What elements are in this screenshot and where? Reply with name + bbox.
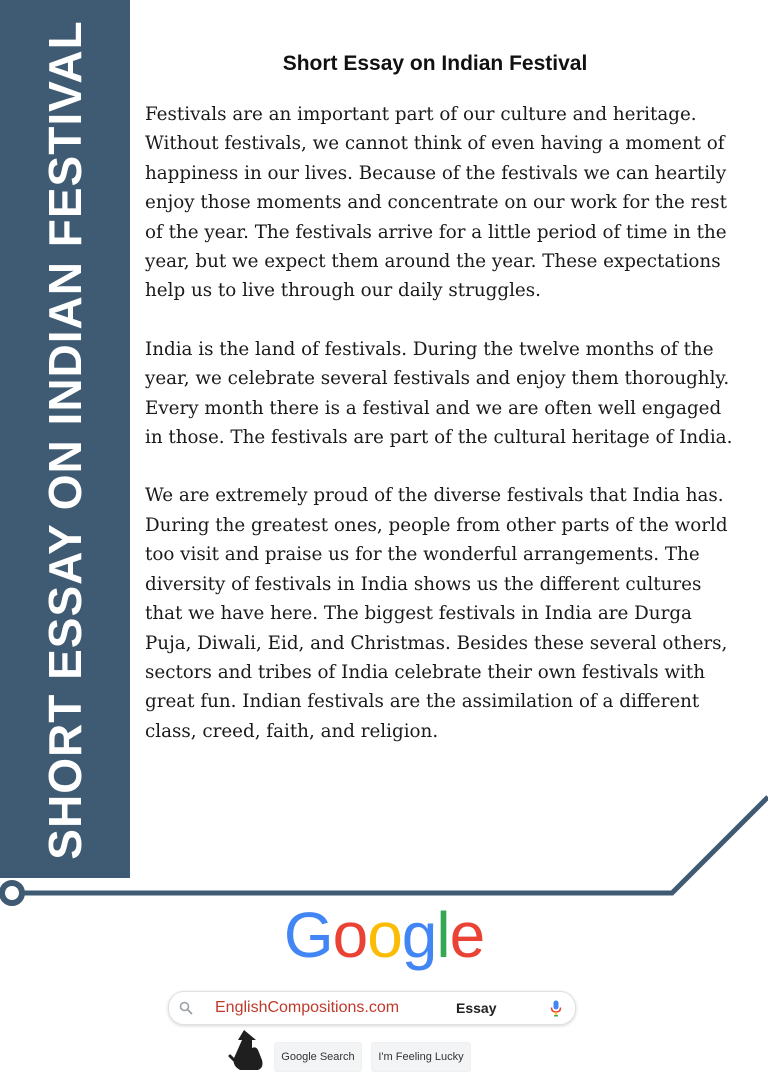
search-bar[interactable] [168, 991, 576, 1025]
essay-title: Short Essay on Indian Festival [282, 52, 588, 75]
cursor-icon [228, 1028, 268, 1072]
feeling-lucky-button[interactable]: I'm Feeling Lucky [371, 1042, 471, 1072]
essay-paragraph: We are extremely proud of the diverse festivals that India has. During the greatest ones, people from other parts of the world too visit and praise us for the wonderful arrangements. The diversity of festivals in India shows us the different cultures that we have here. The biggest festivals in India are Durga Puja, Diwali, Eid, and Christmas. Besides these several others, sectors and tribes of India celebrate their own festivals with great fun. Indian festivals are the assimilation of a different class, creed, faith, and religion. [145, 485, 728, 742]
search-site-text: EnglishCompositions.com [215, 999, 400, 1016]
search-query-text: Essay [456, 1000, 497, 1016]
logo-letter: l [436, 899, 450, 971]
essay-paragraph: Festivals are an important part of our culture and heritage. Without festivals, we cannot think of even having a moment of happiness in our lives. Because of the festivals we can heartily enjoy those moments and concentrate on our work for the rest of the year. The festivals arrive for a little period of time in the year, but we expect them around the year. These expectations help us to live through our daily struggles. [145, 104, 727, 302]
logo-letter: o [332, 899, 368, 971]
logo-letter: o [367, 899, 402, 971]
mic-icon[interactable] [550, 1000, 562, 1017]
search-icon [179, 1001, 193, 1015]
logo-letter: g [401, 899, 437, 971]
logo-letter: e [449, 899, 485, 971]
google-search-button[interactable]: Google Search [274, 1042, 362, 1072]
vertical-title: SHORT ESSAY ON INDIAN FESTIVAL [39, 20, 91, 860]
logo-letter: G [283, 899, 333, 971]
essay-body [145, 100, 735, 775]
essay-paragraph: India is the land of festivals. During the twelve months of the year, we celebrate several festivals and enjoy them thoroughly. Every month there is a festival and we are often well engaged in those. The festivals are part of the cultural heritage of India. [145, 338, 733, 449]
google-logo [0, 898, 768, 972]
